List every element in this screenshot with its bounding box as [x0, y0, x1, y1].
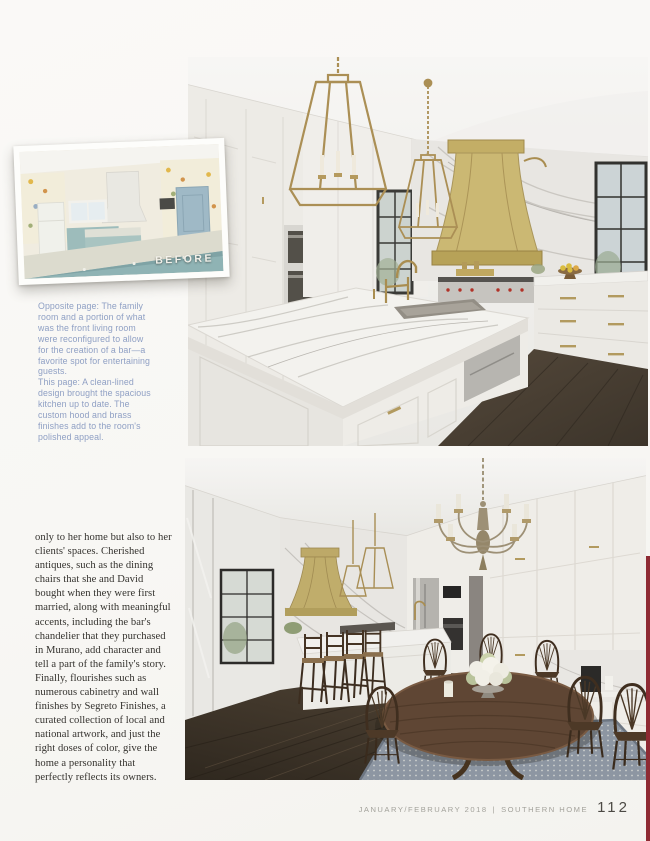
page-number: 112: [597, 799, 630, 816]
footer-separator: |: [492, 805, 497, 814]
before-label: BEFORE: [154, 252, 215, 267]
caption-opposite-page: Opposite page: The family room and a portion of what was the front living room were reconfigured to allow for the creation of a bar—a favorite spot for entertaining guests.: [38, 301, 151, 377]
article-paragraph: only to her home but also to her clients' spaces. Cherished antiques, such as the dining chairs that she and David bought when they were first married, along with meaningful accents, including the bar's chandelier that they purchased in Murano, add character and tell a part of the family's story. Finally, flourishes such as numerous cabinetry and wall finishes by Segreto Finishes, a curated collection of local and national artwork, and just the right doses of color, give the home a personality that perfectly reflects its owners.: [35, 532, 172, 783]
page-footer: [359, 799, 630, 816]
kitchen-photo-after-bottom: [185, 458, 646, 780]
photo-caption: [38, 301, 152, 443]
footer-magazine-title: SOUTHERN HOME: [501, 805, 589, 814]
caption-this-page: This page: A clean-lined design brought the spacious kitchen up to date. The custom hood and brass finishes add to the room's polished appeal.: [38, 377, 151, 442]
kitchen-photo-top-art: [188, 57, 648, 446]
footer-issue-line: [359, 805, 589, 814]
footer-issue: JANUARY/FEBRUARY 2018: [358, 805, 488, 814]
before-photo-inset: [13, 138, 229, 285]
kitchen-photo-bottom-art: [185, 458, 646, 780]
kitchen-photo-after-top: [188, 57, 648, 446]
next-page-edge-strip: [646, 556, 650, 841]
before-photo: [20, 144, 224, 279]
